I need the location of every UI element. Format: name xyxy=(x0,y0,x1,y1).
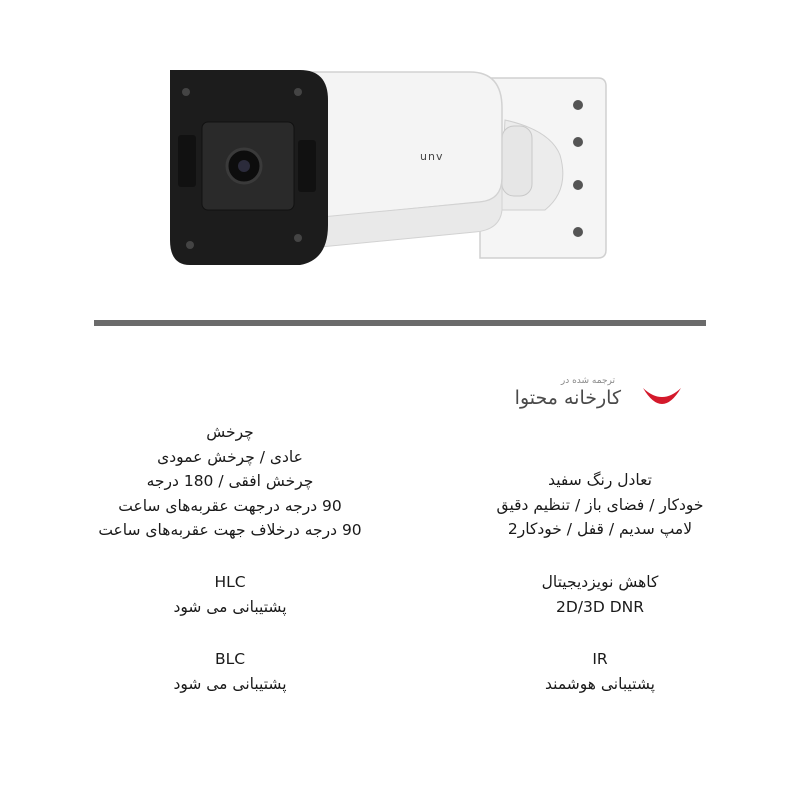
bullet-camera-image xyxy=(150,60,620,275)
brand-tagline: ترجمه شده در xyxy=(560,376,615,386)
spec-ir xyxy=(455,647,745,696)
spec-title: کاهش نویزدیجیتال xyxy=(541,573,659,591)
mount-screw xyxy=(573,137,583,147)
spec-noise-reduction xyxy=(455,570,745,619)
spec-title: BLC xyxy=(214,650,246,668)
brand-name: کارخانه محتوا xyxy=(514,387,621,409)
spec-value: خودکار / فضای باز / تنظیم دقیق xyxy=(496,495,704,514)
brand-smile-icon xyxy=(639,382,685,410)
mount-screw xyxy=(573,100,583,110)
spec-rotation xyxy=(60,420,400,543)
spec-title: IR xyxy=(592,650,608,668)
spec-title: HLC xyxy=(214,573,246,591)
spec-value: چرخش افقی / 180 درجه xyxy=(146,472,314,490)
spec-blc xyxy=(60,647,400,696)
spec-value: لامپ سدیم / قفل / خودکار2 xyxy=(507,520,693,538)
front-screw xyxy=(182,88,190,96)
front-screw xyxy=(294,234,302,242)
spec-title: چرخش xyxy=(206,423,254,441)
spec-value: 90 درجه درخلاف جهت عقربه‌های ساعت xyxy=(98,521,362,539)
spec-value: پشتیبانی هوشمند xyxy=(545,674,655,693)
section-divider xyxy=(94,320,706,326)
front-screw xyxy=(294,88,302,96)
spec-value: پشتیبانی می شود xyxy=(173,674,287,693)
front-screw xyxy=(186,241,194,249)
ir-led-right xyxy=(298,140,316,192)
spec-title: تعادل رنگ سفید xyxy=(548,471,652,489)
mount-screw xyxy=(573,227,583,237)
camera-logo-icon: unv xyxy=(420,150,444,163)
brand-logo xyxy=(500,376,685,416)
mount-joint xyxy=(502,126,532,196)
spec-value: پشتیبانی می شود xyxy=(173,597,287,616)
mount-screw xyxy=(573,180,583,190)
spec-value: 2D/3D DNR xyxy=(555,597,645,616)
spec-white-balance xyxy=(455,468,745,542)
spec-value: عادی / چرخش عمودی xyxy=(157,447,303,466)
spec-value: 90 درجه درجهت عقربه‌های ساعت xyxy=(118,496,342,515)
spec-hlc xyxy=(60,570,400,619)
ir-led-left xyxy=(178,135,196,187)
